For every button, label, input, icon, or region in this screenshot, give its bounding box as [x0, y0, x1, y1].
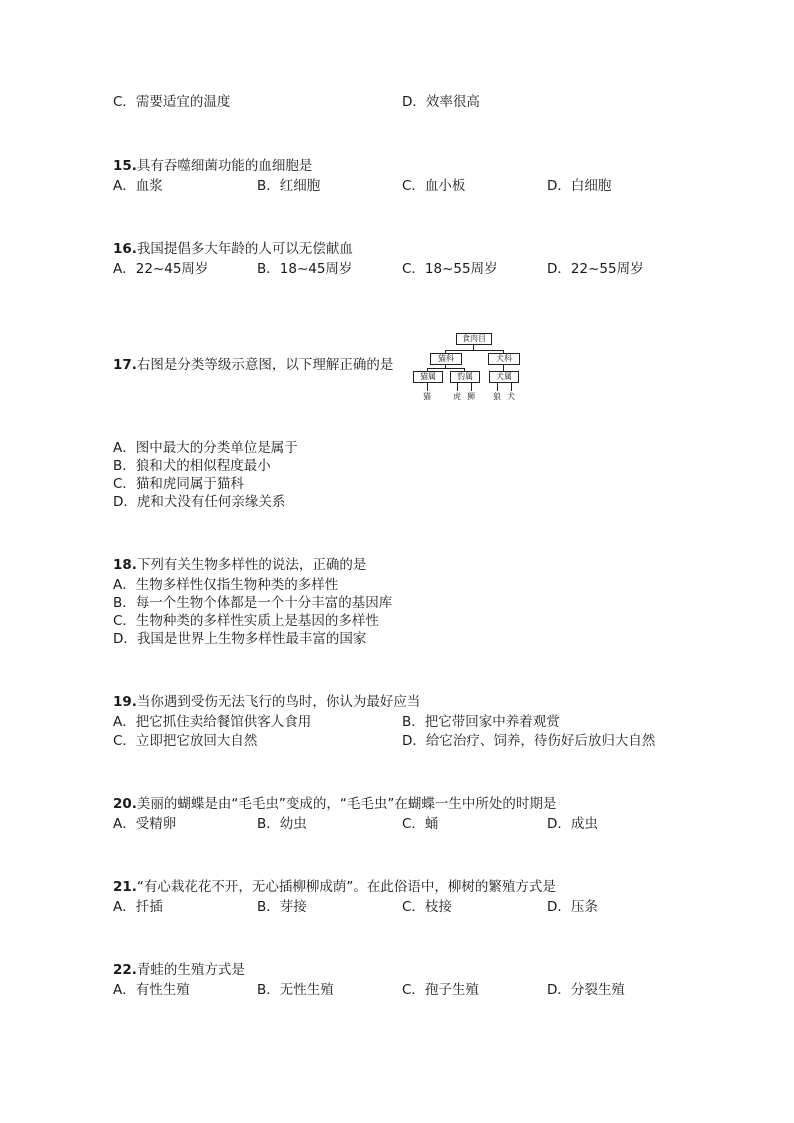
diagram-leaf-wolf: 狼	[493, 392, 501, 401]
q17-option-b: B．狼和犬的相似程度最小	[113, 458, 271, 474]
diagram-arrow	[511, 383, 512, 391]
q19-option-a: A．把它抓住卖给餐馆供客人食用	[113, 714, 312, 730]
diagram-genus-cat-box: 猫属	[413, 371, 443, 383]
diagram-arrow	[427, 383, 428, 391]
q16-number: 16.	[113, 241, 137, 257]
q20-option-a: A．受精卵	[113, 816, 177, 832]
q19-option-b: B．把它带回家中养着观赏	[402, 714, 560, 730]
q19-option-c: C．立即把它放回大自然	[113, 733, 258, 749]
q22-option-d: D．分裂生殖	[547, 982, 625, 998]
q20-stem	[113, 795, 556, 813]
q16-option-c: C．18~55周岁	[402, 261, 498, 277]
q18-stem	[113, 556, 366, 574]
q21-option-c: C．枝接	[402, 899, 452, 915]
q18-option-c: C．生物种类的多样性实质上是基因的多样性	[113, 613, 379, 629]
diagram-family-dog-box: 犬科	[488, 353, 520, 365]
q17-stem-text: 右图是分类等级示意图，以下理解正确的是	[136, 357, 394, 373]
q16-stem-text: 我国提倡多大年龄的人可以无偿献血	[136, 241, 353, 257]
diagram-family-cat-box: 猫科	[430, 353, 462, 365]
q15-option-a: A．血浆	[113, 178, 163, 194]
q15-stem-text: 具有吞噬细菌功能的血细胞是	[136, 158, 313, 174]
q21-option-a: A．扦插	[113, 899, 163, 915]
q21-option-d: D．压条	[547, 899, 598, 915]
q18-option-b: B．每一个生物个体都是一个十分丰富的基因库	[113, 595, 393, 611]
diagram-arrow	[471, 383, 472, 391]
diagram-line	[445, 350, 503, 351]
q17-stem	[113, 356, 393, 374]
q20-option-b: B．幼虫	[257, 816, 307, 832]
q18-number: 18.	[113, 557, 137, 573]
q18-stem-text: 下列有关生物多样性的说法，正确的是	[136, 557, 367, 573]
q20-number: 20.	[113, 796, 137, 812]
q22-stem-text: 青蛙的生殖方式是	[136, 962, 245, 978]
diagram-line	[427, 368, 465, 369]
q20-option-d: D．成虫	[547, 816, 598, 832]
diagram-leaf-cat: 猫	[423, 392, 431, 401]
q15-stem	[113, 157, 312, 175]
diagram-order-box: 食肉目	[456, 333, 492, 345]
diagram-leaf-lion: 狮	[467, 392, 475, 401]
q17-option-c: C．猫和虎同属于猫科	[113, 476, 244, 492]
q19-stem	[113, 693, 420, 711]
q17-option-d: D．虎和犬没有任何亲缘关系	[113, 494, 286, 510]
q19-number: 19.	[113, 694, 137, 710]
diagram-genus-dog-box: 犬属	[489, 371, 519, 383]
q22-option-c: C．孢子生殖	[402, 982, 479, 998]
diagram-genus-panther-box: 豹属	[450, 371, 480, 383]
q21-stem	[113, 878, 556, 896]
diagram-arrow	[457, 383, 458, 391]
q18-option-d: D．我国是世界上生物多样性最丰富的国家	[113, 631, 367, 647]
q16-option-d: D．22~55周岁	[547, 261, 644, 277]
q21-number: 21.	[113, 879, 137, 895]
q14-option-c: C．需要适宜的温度	[113, 94, 231, 110]
q15-number: 15.	[113, 158, 137, 174]
q22-stem	[113, 961, 245, 979]
q16-option-b: B．18~45周岁	[257, 261, 353, 277]
q19-option-d: D．给它治疗、饲养，待伤好后放归大自然	[402, 733, 656, 749]
q16-stem	[113, 240, 353, 258]
q14-option-d: D．效率很高	[402, 94, 480, 110]
q15-option-c: C．血小板	[402, 178, 466, 194]
q17-option-a: A．图中最大的分类单位是属于	[113, 440, 298, 456]
q15-option-d: D．白细胞	[547, 178, 612, 194]
q20-stem-text: 美丽的蝴蝶是由“毛毛虫”变成的，“毛毛虫”在蝴蝶一生中所处的时期是	[136, 796, 557, 812]
q21-stem-text: “有心栽花花不开，无心插柳柳成荫”。在此俗语中，柳树的繁殖方式是	[136, 879, 556, 895]
q21-option-b: B．芽接	[257, 899, 307, 915]
q22-number: 22.	[113, 962, 137, 978]
diagram-leaf-dog: 犬	[507, 392, 515, 401]
classification-diagram	[410, 332, 526, 404]
q22-option-a: A．有性生殖	[113, 982, 190, 998]
q16-option-a: A．22~45周岁	[113, 261, 209, 277]
q22-option-b: B．无性生殖	[257, 982, 334, 998]
q20-option-c: C．蛹	[402, 816, 439, 832]
diagram-leaf-tiger: 虎	[453, 392, 461, 401]
q19-stem-text: 当你遇到受伤无法飞行的鸟时，你认为最好应当	[136, 694, 421, 710]
q18-option-a: A．生物多样性仅指生物种类的多样性	[113, 577, 339, 593]
q17-number: 17.	[113, 357, 137, 373]
diagram-arrow	[497, 383, 498, 391]
q15-option-b: B．红细胞	[257, 178, 321, 194]
